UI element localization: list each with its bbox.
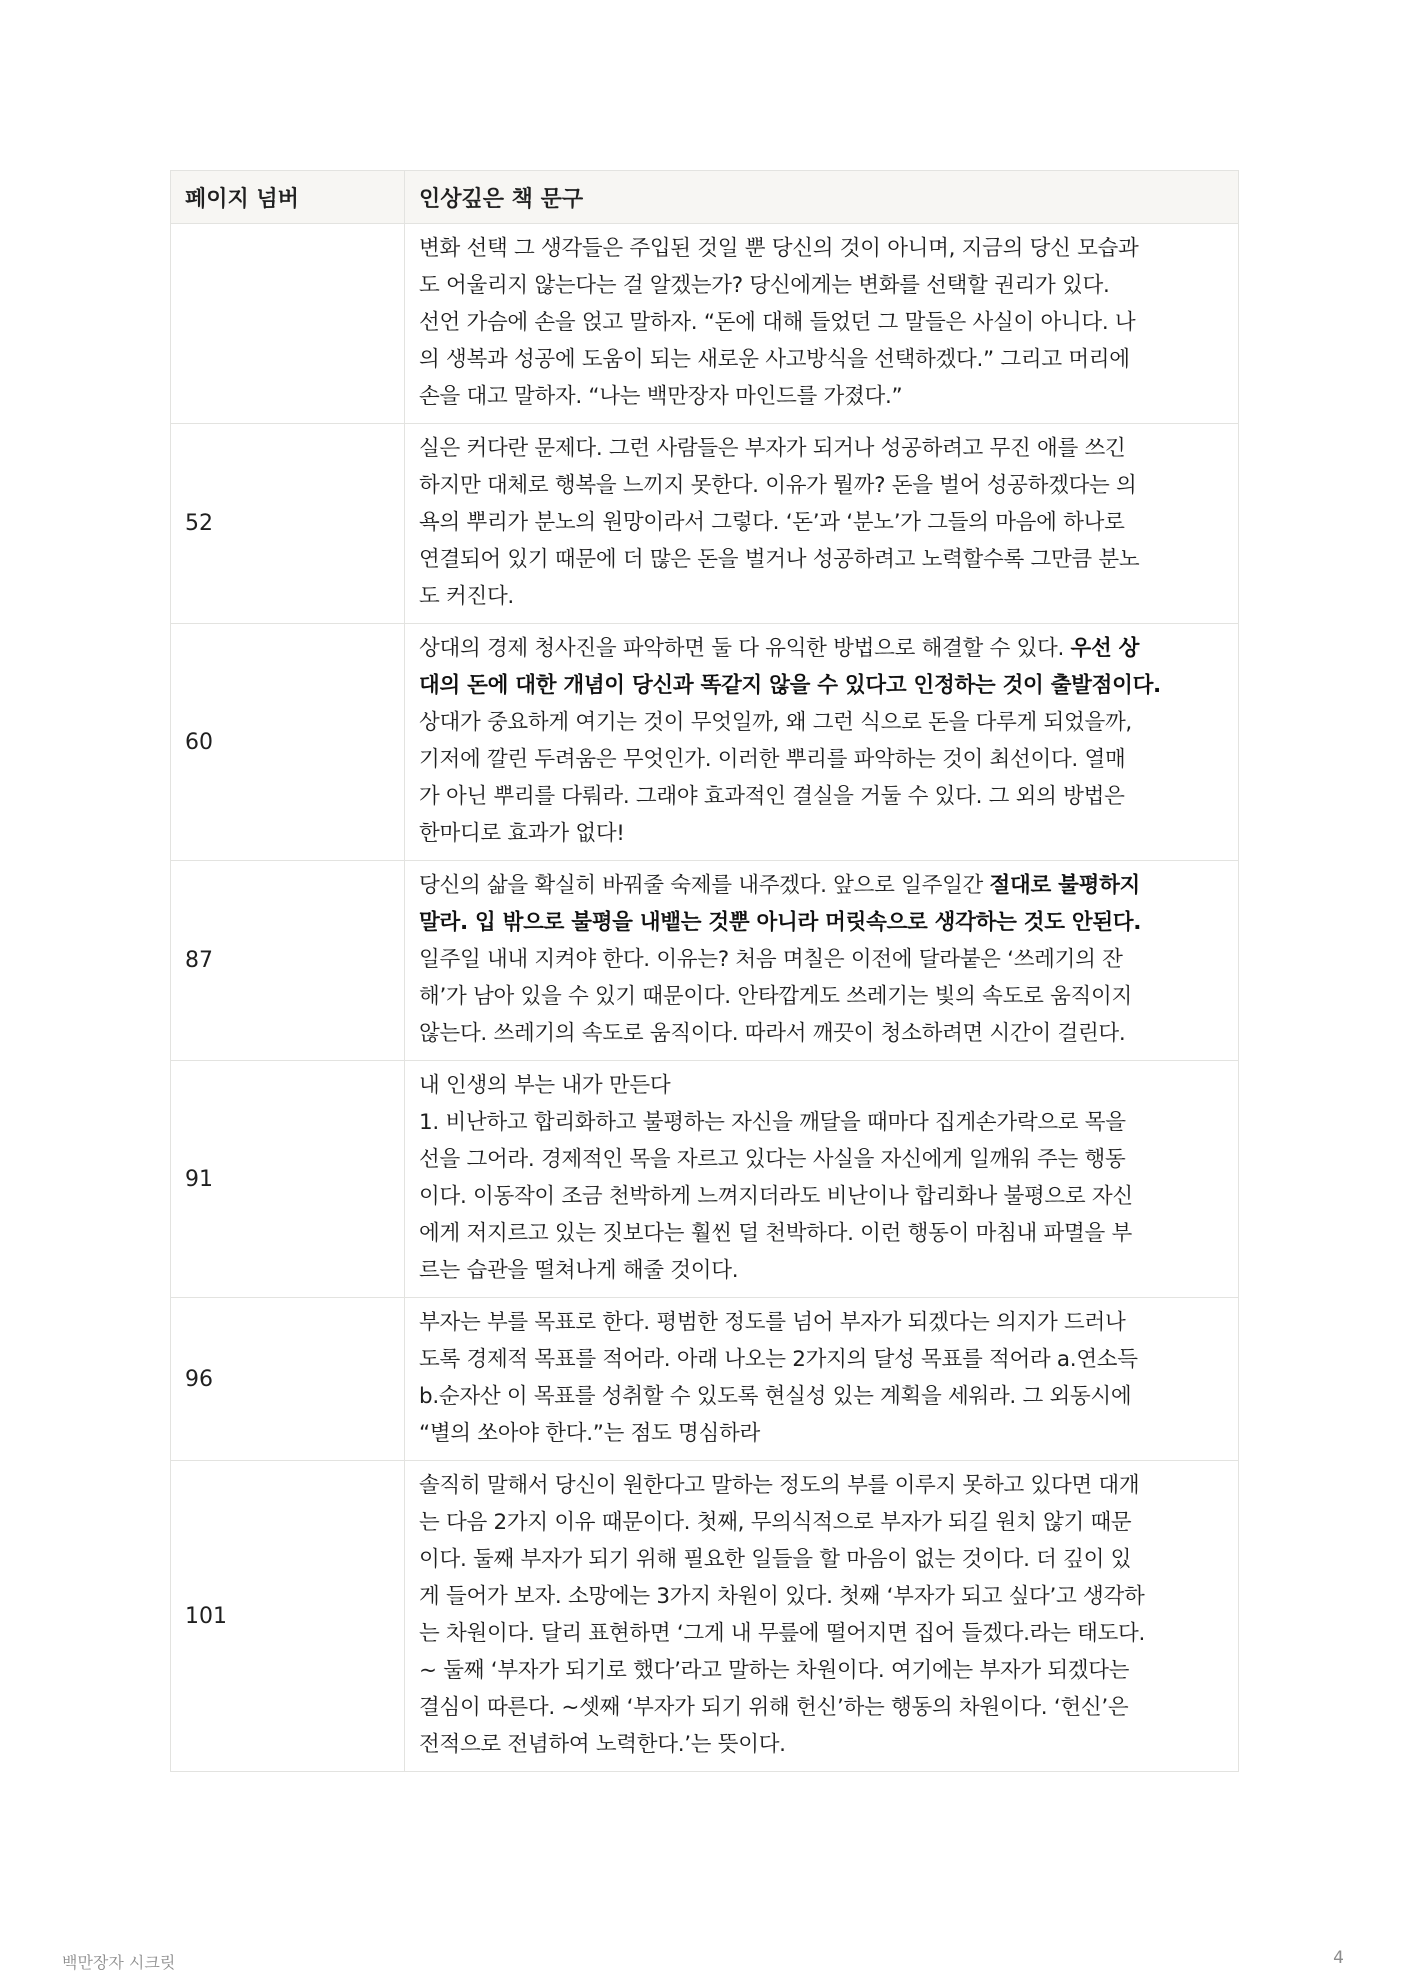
quote-text: 솔직히 말해서 당신이 원한다고 말하는 정도의 부를 이루지 못하고 있다면 대개 <box>419 1473 1140 1498</box>
quote-line <box>419 667 1224 704</box>
page-number-cell: 52 <box>171 424 405 624</box>
quote-line <box>419 1252 1224 1289</box>
quote-text: 일주일 내내 지켜야 한다. 이유는? 처음 며칠은 이전에 달라붙은 ‘쓰레기의 잔 <box>419 947 1123 972</box>
quote-text: 실은 커다란 문제다. 그런 사람들은 부자가 되거나 성공하려고 무진 애를 쓰긴 <box>419 436 1126 461</box>
quote-text: 부자는 부를 목표로 한다. 평범한 정도를 넘어 부자가 되겠다는 의지가 드러나 <box>419 1310 1126 1335</box>
quote-text-bold: 대의 돈에 대한 개념이 당신과 똑같지 않을 수 있다고 인정하는 것이 출발점이다. <box>419 673 1161 698</box>
quote-line <box>419 941 1224 978</box>
quote-text: 선을 그어라. 경제적인 목을 자르고 있다는 사실을 자신에게 일깨워 주는 행동 <box>419 1147 1126 1172</box>
quote-text: 선언 가슴에 손을 얹고 말하자. “돈에 대해 들었던 그 말들은 사실이 아니다. 나 <box>419 310 1136 335</box>
quote-line <box>419 1541 1224 1578</box>
quote-line <box>419 304 1224 341</box>
table-row <box>171 424 1239 624</box>
quote-text: 이다. 둘째 부자가 되기 위해 필요한 일들을 할 마음이 없는 것이다. 더 깊이 있 <box>419 1547 1132 1572</box>
quote-line <box>419 504 1224 541</box>
quote-text-bold: 우선 상 <box>1070 636 1140 661</box>
page-number-cell <box>171 224 405 424</box>
quote-text: ~ 둘째 ‘부자가 되기로 했다’라고 말하는 차원이다. 여기에는 부자가 되겠다는 <box>419 1658 1130 1683</box>
table-row <box>171 1298 1239 1461</box>
quote-line <box>419 267 1224 304</box>
table-row <box>171 861 1239 1061</box>
quote-line <box>419 1178 1224 1215</box>
quote-text: 에게 저지르고 있는 짓보다는 훨씬 덜 천박하다. 이런 행동이 마침내 파멸을 부 <box>419 1221 1132 1246</box>
quote-text: 상대가 중요하게 여기는 것이 무엇일까, 왜 그런 식으로 돈을 다루게 되었을까, <box>419 710 1132 735</box>
quote-text: 상대의 경제 청사진을 파악하면 둘 다 유익한 방법으로 해결할 수 있다. <box>419 636 1071 661</box>
quote-line <box>419 467 1224 504</box>
quote-text: 연결되어 있기 때문에 더 많은 돈을 벌거나 성공하려고 노력할수록 그만큼 분노 <box>419 547 1140 572</box>
quote-line <box>419 341 1224 378</box>
quote-text: 손을 대고 말하자. “나는 백만장자 마인드를 가졌다.” <box>419 384 903 409</box>
quote-text: 도 커진다. <box>419 584 514 609</box>
quote-line <box>419 578 1224 615</box>
quote-line <box>419 1215 1224 1252</box>
quote-cell <box>405 1061 1239 1298</box>
quote-line <box>419 1504 1224 1541</box>
quote-text: 하지만 대체로 행복을 느끼지 못한다. 이유가 뭘까? 돈을 벌어 성공하겠다는 의 <box>419 473 1137 498</box>
table-body <box>171 224 1239 1772</box>
quote-cell <box>405 424 1239 624</box>
table-row <box>171 1461 1239 1772</box>
header-quote: 인상깊은 책 문구 <box>405 171 1239 224</box>
quote-text-bold: 말라. 입 밖으로 불평을 내뱉는 것뿐 아니라 머릿속으로 생각하는 것도 안된다. <box>419 910 1142 935</box>
quote-text: 기저에 깔린 두려움은 무엇인가. 이러한 뿌리를 파악하는 것이 최선이다. 열매 <box>419 747 1126 772</box>
table-row <box>171 624 1239 861</box>
quote-line <box>419 1341 1224 1378</box>
table-header-row <box>171 171 1239 224</box>
quote-line <box>419 1378 1224 1415</box>
quote-line <box>419 230 1224 267</box>
quote-cell <box>405 224 1239 424</box>
quote-text: “별의 쏘아야 한다.”는 점도 명심하라 <box>419 1421 760 1446</box>
quote-line <box>419 1467 1224 1504</box>
quote-text: 이다. 이동작이 조금 천박하게 느껴지더라도 비난이나 합리화나 불평으로 자신 <box>419 1184 1133 1209</box>
quote-line <box>419 430 1224 467</box>
quote-text: 결심이 따른다. ~셋째 ‘부자가 되기 위해 헌신’하는 행동의 차원이다. ‘헌신’은 <box>419 1695 1129 1720</box>
quote-text: 내 인생의 부는 내가 만든다 <box>419 1073 671 1098</box>
quote-text: 의 생복과 성공에 도움이 되는 새로운 사고방식을 선택하겠다.” 그리고 머리에 <box>419 347 1130 372</box>
quote-line <box>419 904 1224 941</box>
quote-cell <box>405 1461 1239 1772</box>
quote-line <box>419 378 1224 415</box>
quote-text: 도록 경제적 목표를 적어라. 아래 나오는 2가지의 달성 목표를 적어라 a.연소득 <box>419 1347 1138 1372</box>
quote-text: 욕의 뿌리가 분노의 원망이라서 그렇다. ‘돈’과 ‘분노’가 그들의 마음에 하나로 <box>419 510 1125 535</box>
quote-text: 는 다음 2가지 이유 때문이다. 첫째, 무의식적으로 부자가 되길 원치 않기 때문 <box>419 1510 1132 1535</box>
quote-text: b.순자산 이 목표를 성취할 수 있도록 현실성 있는 계획을 세워라. 그 외동시에 <box>419 1384 1132 1409</box>
page-number-cell: 60 <box>171 624 405 861</box>
quote-line <box>419 1015 1224 1052</box>
quote-text: 가 아닌 뿌리를 다뤄라. 그래야 효과적인 결실을 거둘 수 있다. 그 외의 방법은 <box>419 784 1125 809</box>
quote-cell <box>405 624 1239 861</box>
footer-book-title: 백만장자 시크릿 <box>62 1953 176 1972</box>
quote-text-bold: 절대로 불평하지 <box>989 873 1141 898</box>
quote-line <box>419 741 1224 778</box>
quote-text: 해’가 남아 있을 수 있기 때문이다. 안타깝게도 쓰레기는 빛의 속도로 움직이지 <box>419 984 1132 1009</box>
quote-line <box>419 867 1224 904</box>
quote-line <box>419 1652 1224 1689</box>
quote-text: 는 차원이다. 달리 표현하면 ‘그게 내 무릎에 떨어지면 집어 들겠다.라는 태도다. <box>419 1621 1146 1646</box>
quote-line <box>419 1689 1224 1726</box>
page-number-cell: 87 <box>171 861 405 1061</box>
quote-line <box>419 1578 1224 1615</box>
quote-text: 변화 선택 그 생각들은 주입된 것일 뿐 당신의 것이 아니며, 지금의 당신 모습과 <box>419 236 1139 261</box>
page-number-cell: 96 <box>171 1298 405 1461</box>
quote-line <box>419 778 1224 815</box>
quote-text: 전적으로 전념하여 노력한다.’는 뜻이다. <box>419 1732 786 1757</box>
footer-page-number: 4 <box>1333 1948 1344 1968</box>
quote-text: 당신의 삶을 확실히 바꿔줄 숙제를 내주겠다. 앞으로 일주일간 <box>419 873 990 898</box>
table-row <box>171 1061 1239 1298</box>
quote-line <box>419 630 1224 667</box>
page-number-cell: 101 <box>171 1461 405 1772</box>
quote-line <box>419 1104 1224 1141</box>
quote-line <box>419 1615 1224 1652</box>
quote-text: 게 들어가 보자. 소망에는 3가지 차원이 있다. 첫째 ‘부자가 되고 싶다’고 생각하 <box>419 1584 1145 1609</box>
quote-line <box>419 1141 1224 1178</box>
page-number-cell: 91 <box>171 1061 405 1298</box>
quote-text: 한마디로 효과가 없다! <box>419 821 625 846</box>
quotes-table <box>170 170 1239 1772</box>
quote-text: 1. 비난하고 합리화하고 불평하는 자신을 깨달을 때마다 집게손가락으로 목을 <box>419 1110 1126 1135</box>
quote-line <box>419 1304 1224 1341</box>
quote-line <box>419 978 1224 1015</box>
quote-line <box>419 541 1224 578</box>
quote-line <box>419 1726 1224 1763</box>
header-page-number: 페이지 넘버 <box>171 171 405 224</box>
quote-text: 르는 습관을 떨쳐나게 해줄 것이다. <box>419 1258 739 1283</box>
quote-text: 않는다. 쓰레기의 속도로 움직이다. 따라서 깨끗이 청소하려면 시간이 걸린다. <box>419 1021 1126 1046</box>
table-row <box>171 224 1239 424</box>
quote-cell <box>405 1298 1239 1461</box>
quote-line <box>419 1415 1224 1452</box>
quote-text: 도 어울리지 않는다는 걸 알겠는가? 당신에게는 변화를 선택할 권리가 있다. <box>419 273 1110 298</box>
quote-line <box>419 704 1224 741</box>
quote-line <box>419 1067 1224 1104</box>
quote-line <box>419 815 1224 852</box>
quote-cell <box>405 861 1239 1061</box>
